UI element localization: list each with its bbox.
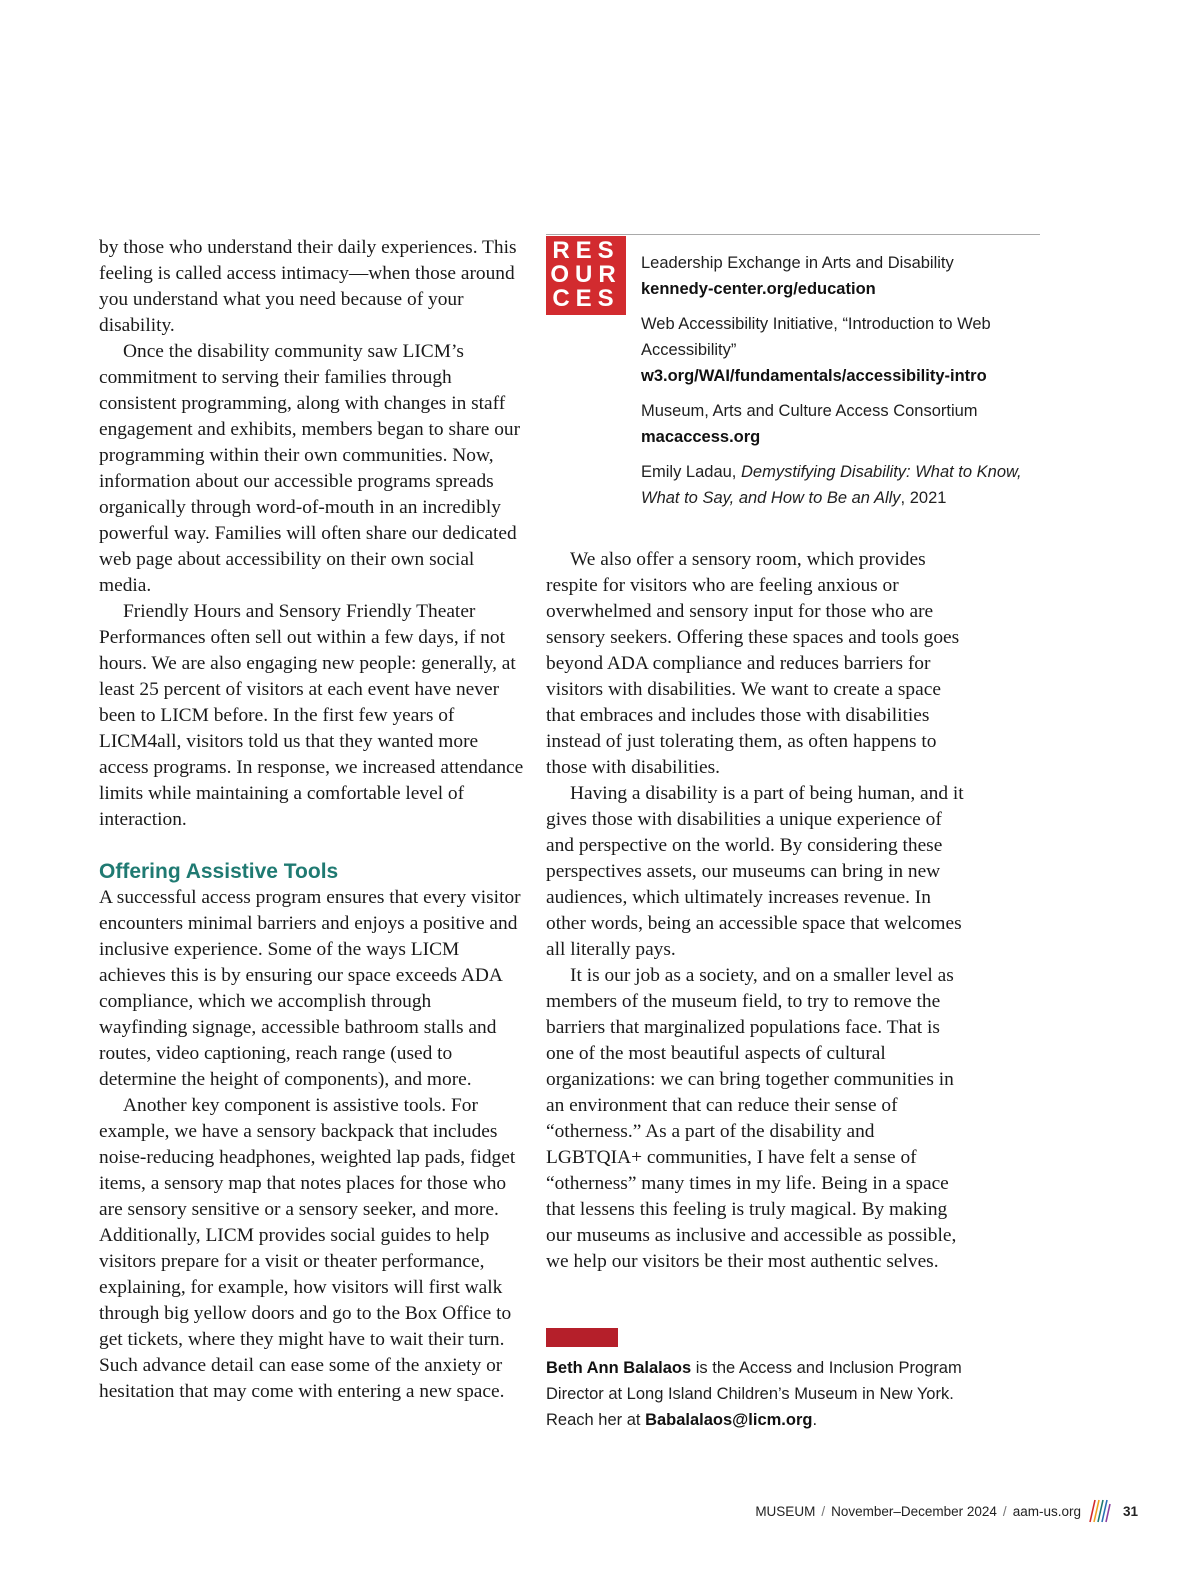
section-heading: Offering Assistive Tools: [99, 860, 339, 883]
resource-link[interactable]: kennedy-center.org/education: [641, 280, 876, 298]
footer-separator: /: [821, 1503, 826, 1519]
body-paragraph: It is our job as a society, and on a smaller level as members of the museum field, to try to remove the barriers that marginalized populations face. That is one of the most beautiful aspects of cultural organizations: we can bring together communities in an environment that can reduce their sense of “otherness.” As a part of the disability and LGBTQIA+ communities, I have felt a sense of “otherness” many times in my life. Being in a space that lessens this feeling is truly magical. By making our museums as inclusive and accessible as possible, we help our visitors be their most authentic selves.: [546, 965, 957, 1272]
body-paragraph: by those who understand their daily experiences. This feeling is called access intimacy—when those around you understand what you need because of your disability.: [99, 237, 517, 336]
bio-text: is the Access and Inclusion Program Director at Long Island Children’s Museum in New York. Reach her at: [546, 1359, 962, 1429]
resource-book: [641, 459, 1051, 511]
body-paragraph: Once the disability community saw LICM’s commitment to serving their families through consistent programming, along with changes in staff engagement and exhibits, members began to share our programming within their own communities. Now, information about our accessible programs spreads organically through word-of-mouth in an incredibly powerful way. Families will often share our dedicated web page about accessibility on their own social media.: [99, 341, 521, 596]
resources-badge-line: RES: [552, 237, 620, 264]
resources-badge-line: OUR: [550, 261, 622, 288]
bio-end: .: [812, 1411, 818, 1429]
left-column: [99, 235, 524, 1405]
author-bio: [546, 1355, 976, 1433]
body-paragraph: Having a disability is a part of being human, and it gives those with disabilities a unique experience of and perspective on the world. By considering these perspectives assets, our museums can bring in new audiences, which ultimately increases revenue. In other words, being an accessible space that welcomes all literally pays.: [546, 783, 964, 960]
magazine-name: MUSEUM: [755, 1503, 816, 1519]
bio-accent-bar: [546, 1328, 618, 1347]
resources-list: [641, 250, 1051, 520]
body-paragraph: Friendly Hours and Sensory Friendly Theater Performances often sell out within a few days, if not hours. We are also engaging new people: generally, at least 25 percent of visitors at each event have never been to LICM before. In the first few years of LICM4all, visitors told us that they wanted more access programs. In response, we increased attendance limits while maintaining a comfortable level of interaction.: [99, 601, 524, 830]
resource-title: Leadership Exchange in Arts and Disability: [641, 254, 954, 272]
book-year: , 2021: [900, 489, 947, 507]
page-number: 31: [1122, 1503, 1138, 1519]
site-url[interactable]: aam-us.org: [1012, 1503, 1081, 1519]
body-paragraph: We also offer a sensory room, which provides respite for visitors who are feeling anxious or overwhelmed and sensory input for those who are sensory seekers. Offering these spaces and tools goes beyond ADA compliance and reduces barriers for visitors with disabilities. We want to create a space that embraces and includes those with disabilities instead of just tolerating them, as often happens to those with disabilities.: [546, 549, 960, 778]
book-title: Demystifying Disability: What to Know, What to Say, and How to Be an Ally: [641, 463, 1022, 507]
resources-badge: [546, 236, 626, 315]
resource-title: Web Accessibility Initiative, “Introduction to Web Accessibility”: [641, 315, 991, 359]
body-paragraph: Another key component is assistive tools. For example, we have a sensory backpack that includes noise-reducing headphones, weighted lap pads, fidget items, a sensory map that notes places for those who are sensory sensitive or a sensory seeker, and more. Additionally, LICM provides social guides to help visitors prepare for a visit or theater performance, explaining, for example, how visitors will first walk through big yellow doors and go to the Box Office to get tickets, where they might have to wait their turn. Such advance detail can ease some of the anxiety or hesitation that may come with entering a new space.: [99, 1095, 516, 1402]
resource-link[interactable]: w3.org/WAI/fundamentals/accessibility-intro: [641, 367, 987, 385]
book-author: Emily Ladau,: [641, 463, 737, 481]
author-email[interactable]: Babalalaos@licm.org: [645, 1411, 813, 1429]
resources-divider: [546, 234, 1040, 235]
footer-separator: /: [1002, 1503, 1007, 1519]
resource-item: [641, 311, 1051, 389]
aam-logo-icon: [1087, 1496, 1111, 1526]
issue-date: November–December 2024: [831, 1503, 997, 1519]
page-footer: [755, 1496, 1138, 1526]
resource-link[interactable]: macaccess.org: [641, 428, 761, 446]
author-name: Beth Ann Balalaos: [546, 1359, 692, 1377]
resource-title: Museum, Arts and Culture Access Consortium: [641, 402, 978, 420]
body-paragraph: A successful access program ensures that every visitor encounters minimal barriers and enjoys a positive and inclusive experience. Some of the ways LICM achieves this is by ensuring our space exceeds ADA compliance, which we accomplish through wayfinding signage, accessible bathroom stalls and routes, video captioning, reach range (used to determine the height of components), and more.: [99, 887, 521, 1090]
resource-item: [641, 398, 1051, 450]
right-column: [546, 547, 966, 1275]
resources-badge-line: CES: [552, 285, 620, 312]
resource-item: [641, 250, 1051, 302]
